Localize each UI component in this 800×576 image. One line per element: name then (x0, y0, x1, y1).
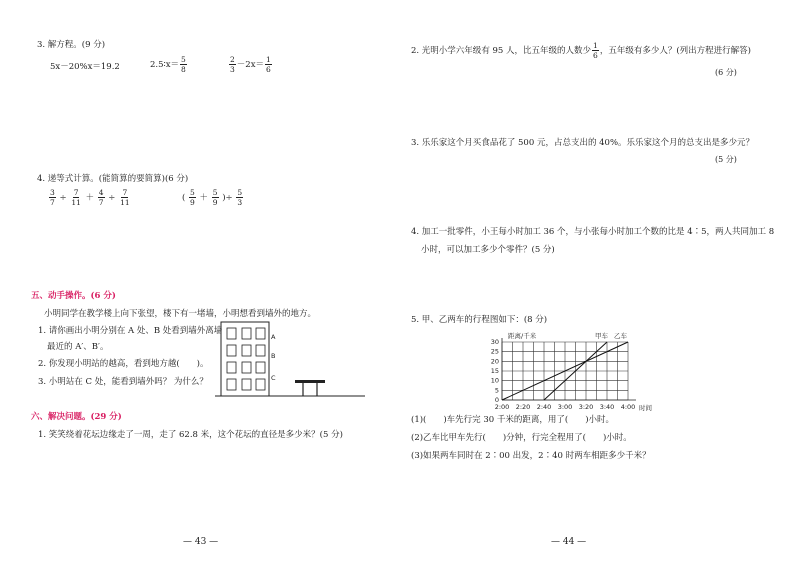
expression-1 (48, 188, 132, 207)
chart-xlabel: 时间 (639, 404, 652, 412)
building-wall-diagram (215, 318, 395, 400)
operator: ÷ (108, 193, 116, 203)
x-tick-label: 4:00 (620, 403, 636, 411)
x-tick-label: 3:00 (557, 403, 573, 411)
fraction: $\frac{7}{11}$ (71, 188, 81, 207)
section-6-title: 六、解决问题。(29 分) (31, 412, 122, 422)
x-tick-label: 3:20 (578, 403, 594, 411)
s5-q2: 2. 你发现小明站的越高，看到地方越( )。 (38, 359, 209, 369)
y-tick-label: 5 (494, 386, 499, 395)
r-q4-line1: 4. 加工一批零件，小王每小时加工 36 个，与小张每小时加工个数的比是 4∶5，两人共同加工 8 (411, 227, 775, 237)
legend-jia: 甲车 (595, 332, 608, 340)
page-number-right: — 44 — (551, 537, 587, 547)
y-tick-label: 30 (490, 338, 499, 346)
section-5-title: 五、动手操作。(6 分) (31, 291, 116, 301)
s6-q1: 1. 笑笑绕着花坛边缘走了一周，走了 62.8 米，这个花坛的直径是多少米？(5 分) (38, 430, 343, 440)
r-q2-text-pre: 2. 光明小学六年级有 95 人，比五年级的人数少 (411, 46, 592, 56)
fraction: $\frac{1}{6}$ (265, 55, 271, 74)
r-q3-points: (5 分) (715, 155, 737, 164)
operator: ＋ (199, 193, 209, 203)
fraction: $\frac{3}{7}$ (50, 188, 55, 207)
r-q4-line2: 小时，可以加工多少个零件？(5 分) (421, 245, 555, 255)
s5-q1-line2: 最近的 A′、B′。 (47, 342, 109, 352)
page-number-left: — 43 — (183, 537, 219, 547)
fraction: $\frac{5}{9}$ (190, 188, 195, 207)
legend-yi: 乙车 (614, 332, 627, 340)
fraction: $\frac{5}{9}$ (212, 188, 218, 207)
y-tick-label: 0 (494, 396, 499, 404)
fraction: $\frac{4}{7}$ (98, 188, 104, 207)
r-q5-sub2: (2)乙车比甲车先行( )分钟，行完全程用了( )小时。 (411, 433, 632, 443)
label-a: A (271, 333, 276, 341)
equation-2-prefix: 2.5∶x＝ (150, 60, 180, 70)
x-tick-label: 2:00 (494, 403, 510, 411)
r-q2-points: (6 分) (715, 68, 737, 77)
equation-1: 5x－20%x＝19.2 (50, 62, 120, 72)
fraction: $\frac{1}{6}$ (593, 41, 598, 60)
section-5-intro: 小明同学在教学楼上向下张望，楼下有一堵墙，小明想看到墙外的地方。 (44, 309, 317, 319)
travel-chart (478, 330, 673, 414)
paren-open: ( (182, 193, 186, 203)
r-q5-sub1: (1)( )车先行完 30 千米的距离，用了( )小时。 (411, 415, 615, 425)
r-q2-text-post: ，五年级有多少人？(列出方程进行解答) (599, 46, 751, 56)
equation-3-middle: －2x＝ (236, 60, 264, 70)
y-tick-label: 15 (490, 367, 499, 375)
y-tick-label: 10 (490, 376, 499, 385)
x-tick-label: 3:40 (599, 403, 615, 411)
fraction: $\frac{2}{3}$ (230, 55, 235, 74)
operator: ÷ (59, 193, 67, 203)
label-b: B (271, 352, 276, 360)
fraction: $\frac{5}{3}$ (237, 188, 243, 207)
fraction: $\frac{5}{8}$ (181, 55, 186, 74)
chart-ylabel: 距离/千米 (508, 332, 537, 340)
s5-q3: 3. 小明站在 C 处，能看到墙外吗？ 为什么？ (38, 377, 208, 387)
s5-q1-line1: 1. 请你画出小明分别在 A 处、B 处看到墙外离墙 (38, 326, 223, 336)
operator: )÷ (222, 193, 233, 203)
q3-heading: 3. 解方程。(9 分) (37, 40, 106, 50)
fraction: $\frac{7}{11}$ (120, 188, 130, 207)
label-c: C (271, 374, 276, 382)
operator: ＋ (85, 193, 95, 203)
r-q5-heading: 5. 甲、乙两车的行程图如下：(8 分) (411, 315, 548, 325)
y-tick-label: 25 (490, 347, 499, 356)
x-tick-label: 2:40 (536, 403, 552, 411)
x-tick-label: 2:20 (515, 403, 531, 411)
q4-heading: 4. 递等式计算。(能简算的要简算)(6 分) (37, 174, 189, 184)
r-q5-sub3: (3)如果两车同时在 2∶00 出发，2∶40 时两车相距多少千米？ (411, 451, 651, 461)
expression-2 (182, 188, 244, 207)
equation-2 (150, 55, 188, 74)
equation-3 (228, 55, 273, 74)
y-tick-label: 20 (490, 357, 499, 366)
r-q3-text: 3. 乐乐家这个月买食品花了 500 元，占总支出的 40%。乐乐家这个月的总支出是多少元？ (411, 138, 755, 148)
r-q2-text (411, 41, 751, 60)
